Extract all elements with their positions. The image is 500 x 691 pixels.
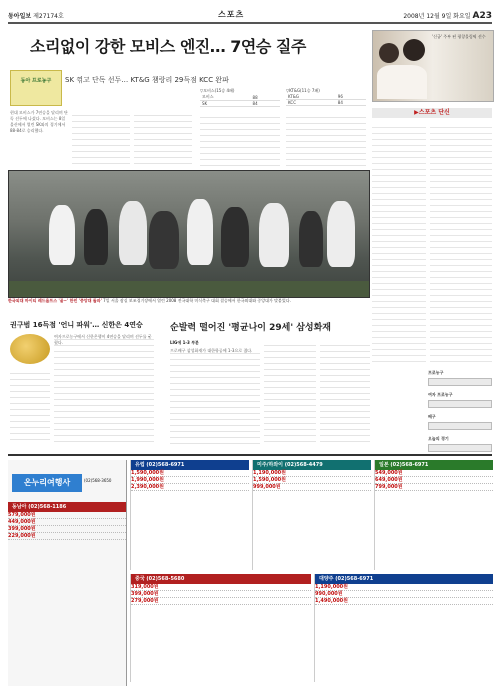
price: 1,590,000원 <box>253 477 286 483</box>
ad-section <box>252 460 371 570</box>
article-column <box>286 112 366 166</box>
price: 399,000원 <box>8 526 36 532</box>
masthead-right <box>403 11 492 21</box>
briefs-column <box>430 122 492 362</box>
ad-section-title: 일본 (02)568-6971 <box>375 460 493 470</box>
caption-title: 한국외대 마이티 레드울프스 '골~' 한민 '중앙대 돌파' <box>8 298 102 303</box>
logo-text: 동아 프로농구 <box>20 78 52 84</box>
price: 1,190,000원 <box>253 470 286 476</box>
price: 999,000원 <box>253 484 281 490</box>
article-body-left: 여자프로농구에서 신한은행이 4연승을 달리며 선두를 굳혔다. <box>54 334 154 444</box>
ad-section <box>130 574 311 682</box>
schedule-title: 오늘의 경기 <box>428 436 449 441</box>
sports-briefs-tag: ▶스포츠 단신 <box>372 108 492 118</box>
price: 319,000원 <box>131 584 159 590</box>
couple-photo <box>372 30 494 102</box>
price: 990,000원 <box>315 591 343 597</box>
article-column <box>134 110 192 166</box>
price: 229,000원 <box>8 533 36 539</box>
price: 449,000원 <box>8 519 36 525</box>
ad-section <box>8 502 126 540</box>
ball-icon <box>10 334 50 364</box>
score-cell: 88 <box>251 94 280 101</box>
article-column <box>320 340 370 444</box>
article-column <box>264 340 316 444</box>
page-number: A23 <box>472 11 492 21</box>
article-headline-left: 권구범 16득점 '언니 파워'… 신한은 4연승 <box>10 321 143 329</box>
price: 2,390,000원 <box>131 484 164 490</box>
ad-brand-panel <box>8 460 127 686</box>
main-headline: 소리없이 강한 모비스 엔진… 7연승 질주 <box>30 37 306 56</box>
lead-article-text: 현대 모비스가 7연승을 달리며 단독 선두에 나섰다. 모비스는 8일 울산에서 열린 SK와의 경기에서 88-84로 승리했다. <box>10 110 68 133</box>
ad-section-title: 동남아 (02)568-1186 <box>8 502 126 512</box>
ad-phone: (02)568-3650 <box>84 478 112 483</box>
ad-brand-logo: 온누리여행사 <box>12 474 82 492</box>
price: 279,000원 <box>131 598 159 604</box>
issue-number: 제27174호 <box>33 13 64 20</box>
schedule-title: 여자 프로농구 <box>428 392 453 397</box>
article-column <box>10 368 50 444</box>
score-table-title: ▽모비스(15승 4패) <box>200 88 235 93</box>
photo-caption <box>8 298 368 308</box>
score-cell: 84 <box>251 101 280 107</box>
price: 549,000원 <box>375 470 403 476</box>
score-cell: 96 <box>336 94 366 100</box>
subheadline: SK 꺾고 단독 선두… KT&G 챔랑리 29득점 KCC 완파 <box>65 76 229 84</box>
ad-section <box>314 574 493 682</box>
schedule-title: 프로농구 <box>428 370 444 375</box>
travel-advertisement <box>8 454 492 686</box>
list-item <box>428 436 492 452</box>
masthead <box>8 8 492 24</box>
list-item <box>428 414 492 430</box>
article-column <box>200 112 280 166</box>
price: 1,990,000원 <box>131 477 164 483</box>
score-table-2 <box>286 88 366 106</box>
ad-section <box>130 460 249 570</box>
price: 799,000원 <box>375 484 403 490</box>
score-cell: 84 <box>336 100 366 106</box>
basketball-logo <box>10 70 62 106</box>
ad-section-title: 유럽 (02)568-6971 <box>131 460 249 470</box>
ad-section <box>374 460 493 570</box>
schedule-title: 배구 <box>428 414 436 419</box>
ad-section-title: 대양주 (02)568-6971 <box>315 574 493 584</box>
ad-section-title: 미주/하와이 (02)568-4479 <box>253 460 371 470</box>
price: 1,190,000원 <box>315 584 348 590</box>
paper-name: 동아일보 <box>8 13 32 20</box>
list-item <box>428 392 492 408</box>
issue-date: 2008년 12월 9일 화요일 <box>403 13 471 20</box>
team-cell: KCC <box>286 100 336 106</box>
schedule-list <box>428 370 492 458</box>
article-column <box>72 110 130 166</box>
team-cell: 모비스 <box>200 94 251 101</box>
masthead-left <box>8 11 64 20</box>
team-cell: KT&G <box>286 94 336 100</box>
price: 1,590,000원 <box>131 470 164 476</box>
price: 649,000원 <box>375 477 403 483</box>
right-photo-caption: '신궁' 주부 된 평창올림픽 선수 <box>432 34 486 39</box>
article-headline-mid: 순발력 떨어진 '평균나이 29세' 삼성화재 <box>170 323 331 333</box>
league-table-title: LIG에 1-3 부분 <box>170 340 199 345</box>
ad-section-title: 중국 (02)568-5680 <box>131 574 311 584</box>
price: 579,000원 <box>8 512 36 518</box>
football-photo <box>8 170 370 298</box>
score-table-1 <box>200 88 280 107</box>
list-item <box>428 370 492 386</box>
price: 1,490,000원 <box>315 598 348 604</box>
briefs-column <box>372 122 426 362</box>
caption-text: 7일 서울 잠실 보조경기장에서 열린 2008 전국대학 미식축구 대회 결승에서 한국외대와 중앙대가 맞붙었다. <box>103 298 291 303</box>
price: 399,000원 <box>131 591 159 597</box>
article-body-mid: 프로배구 삼성화재가 대한항공에 1-3으로 졌다. <box>170 348 260 444</box>
team-cell: SK <box>200 101 251 107</box>
section-name: 스포츠 <box>218 10 245 19</box>
score-table-title: ▽KT&G(11승 7패) <box>286 88 320 93</box>
